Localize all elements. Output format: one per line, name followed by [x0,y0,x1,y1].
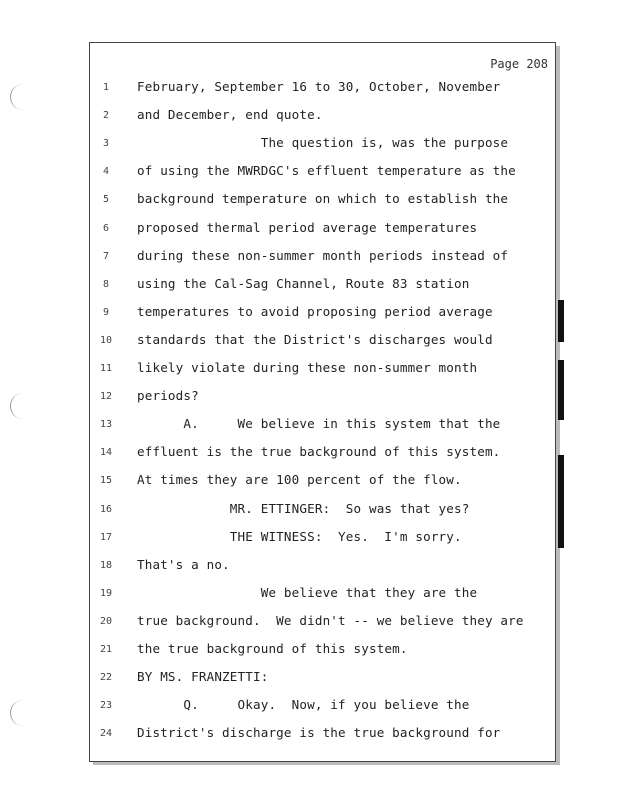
transcript-line [0,248,618,268]
transcript-line [0,107,618,127]
transcript-line [0,360,618,380]
line-number: 2 [102,110,110,122]
transcript-line [0,472,618,492]
line-number: 3 [102,138,110,150]
line-text: We believe that they are the [137,584,478,600]
transcript-line [0,697,618,717]
transcript-line [0,529,618,549]
transcript-line [0,220,618,240]
transcript-line [0,557,618,577]
line-number: 15 [99,475,113,487]
transcript-line [0,585,618,605]
line-text: standards that the District's discharges would [137,331,493,347]
page-number: Page 208 [490,57,548,71]
line-number: 7 [102,250,110,262]
line-text: At times they are 100 percent of the flow. [137,472,462,488]
line-text: A. We believe in this system that the [137,416,501,432]
transcript-line [0,388,618,408]
line-number: 24 [99,728,113,740]
transcript-line [0,332,618,352]
line-number: 14 [99,447,113,459]
line-number: 4 [102,166,110,178]
line-number: 11 [99,363,113,374]
transcript-line [0,613,618,633]
line-text: The question is, was the purpose [137,135,509,151]
line-text: periods? [137,388,199,404]
line-text: during these non-summer month periods instead of [137,247,509,263]
line-text: of using the MWRDGC's effluent temperature as the [137,163,516,179]
line-number: 12 [99,391,113,403]
line-text: February, September 16 to 30, October, November [137,79,501,94]
transcript-line [0,304,618,324]
line-number: 5 [102,194,110,206]
line-number: 10 [99,334,113,346]
line-number: 18 [99,559,113,571]
line-text: That's a no. [137,556,230,572]
line-text: and December, end quote. [137,107,323,123]
line-number: 8 [102,278,110,290]
line-text: proposed thermal period average temperatures [137,219,478,235]
transcript-line [0,444,618,464]
line-number: 19 [99,587,113,599]
line-number: 17 [99,531,113,543]
line-text: likely violate during these non-summer month [137,360,478,375]
page-shadow-bottom [93,762,560,765]
line-number: 1 [102,82,110,93]
line-text: Q. Okay. Now, if you believe the [137,697,470,713]
transcript-line [0,163,618,183]
transcript-line [0,725,618,745]
line-number: 21 [99,644,113,655]
transcript-line [0,641,618,661]
transcript-line [0,501,618,521]
transcript-line [0,276,618,296]
line-text: true background. We didn't -- we believe they are [137,612,524,628]
line-text: using the Cal-Sag Channel, Route 83 station [137,275,470,291]
line-number: 20 [99,615,113,627]
line-text: background temperature on which to establish the [137,191,509,207]
line-text: THE WITNESS: Yes. I'm sorry. [137,528,462,544]
line-text: BY MS. FRANZETTI: [137,669,269,685]
transcript-line [0,416,618,436]
transcript-line [0,79,618,99]
line-number: 22 [99,672,113,684]
transcript-line [0,135,618,155]
transcript-line [0,669,618,689]
line-text: MR. ETTINGER: So was that yes? [137,500,470,516]
line-number: 6 [102,222,110,234]
line-number: 23 [99,700,113,712]
line-text: District's discharge is the true background for [137,725,501,741]
line-number: 13 [99,419,113,431]
line-number: 16 [99,503,113,515]
line-number: 9 [102,306,110,318]
transcript-line [0,191,618,211]
line-text: effluent is the true background of this system. [137,444,501,460]
line-text: temperatures to avoid proposing period average [137,303,493,319]
line-text: the true background of this system. [137,641,408,656]
